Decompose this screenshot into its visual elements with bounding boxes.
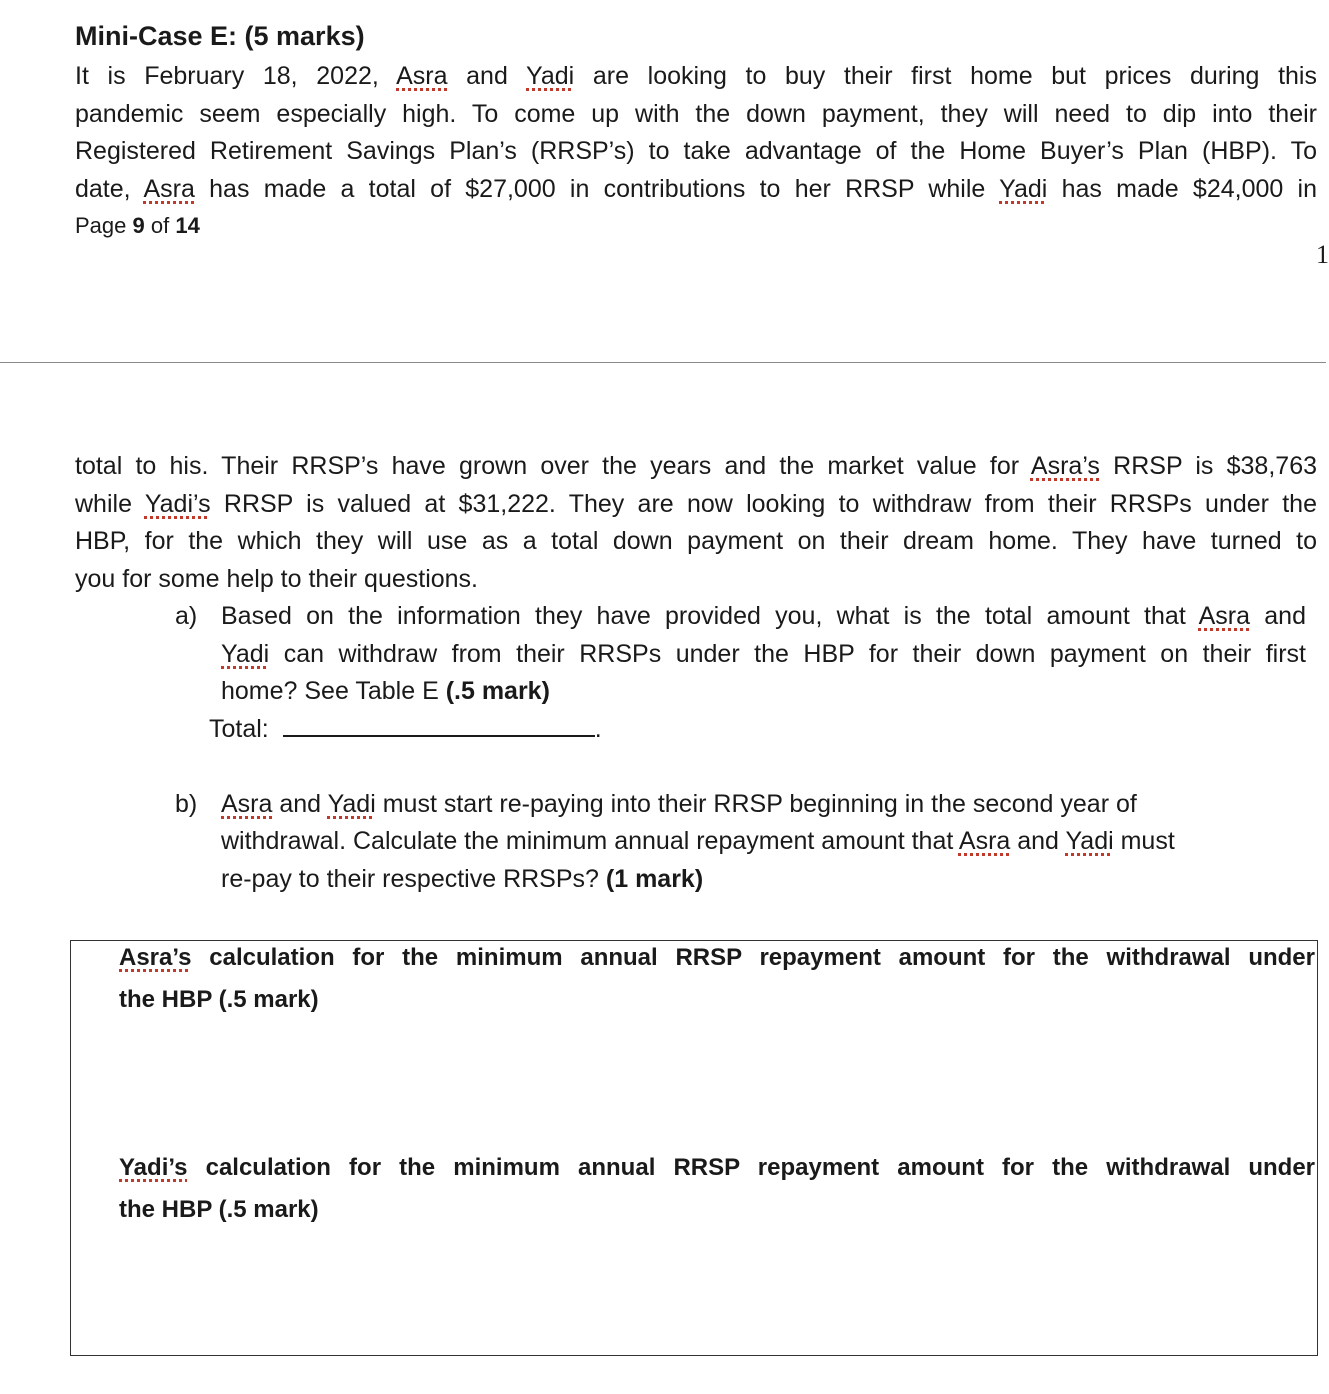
name-asras: Asra’s xyxy=(119,944,192,971)
name-yadi: Yadi xyxy=(526,62,575,90)
name-asra: Asra xyxy=(958,827,1011,855)
paragraph-2-line-2: while Yadi’s RRSP is valued at $31,222. They are now looking to withdraw from their RRSPs under the xyxy=(75,490,1317,518)
question-a-line-2: Yadi can withdraw from their RRSPs under the HBP for their down payment on their first xyxy=(221,640,1306,668)
paragraph-1-line-4: date, Asra has made a total of $27,000 in contributions to her RRSP while Yadi has made $24,000 in xyxy=(75,175,1318,203)
total-label: Total: xyxy=(209,715,269,743)
paragraph-2-line-4: you for some help to their questions. xyxy=(75,565,479,593)
question-b-marker: b) xyxy=(175,790,198,818)
name-asra: Asra xyxy=(143,175,195,203)
question-b-line-3: re-pay to their respective RRSPs? (1 mark) xyxy=(221,865,704,893)
paragraph-1-line-3: Registered Retirement Savings Plan’s (RRSP’s) to take advantage of the Home Buyer’s Plan (HBP). To xyxy=(75,137,1317,165)
total-answer-row: Total: . xyxy=(209,715,602,743)
yadi-calculation-heading: Yadi’s calculation for the minimum annual RRSP repayment amount for the withdrawal under xyxy=(119,1154,1316,1181)
name-yadis: Yadi’s xyxy=(144,490,211,518)
paragraph-2-line-3: HBP, for the which they will use as a total down payment on their dream home. They have turned to xyxy=(75,527,1317,555)
marks-label: (1 mark) xyxy=(605,865,704,893)
name-yadi: Yadi xyxy=(327,790,376,818)
name-asra: Asra xyxy=(1198,602,1251,630)
name-yadi: Yadi xyxy=(221,640,270,668)
question-b-line-2: withdrawal. Calculate the minimum annual repayment amount that Asra and Yadi must xyxy=(221,827,1175,855)
marks-label: (.5 mark) xyxy=(445,677,550,705)
name-yadi: Yadi xyxy=(1065,827,1114,855)
question-a-marker: a) xyxy=(175,602,198,630)
paragraph-1-line-1: It is February 18, 2022, Asra and Yadi are looking to buy their first home but prices during this xyxy=(75,62,1317,90)
total-answer-blank[interactable] xyxy=(283,713,595,737)
paragraph-2-line-1: total to his. Their RRSP’s have grown over the years and the market value for Asra’s RRSP is $38,763 xyxy=(75,452,1317,480)
page-number: Page 9 of 14 xyxy=(75,213,200,238)
name-asras: Asra’s xyxy=(1030,452,1100,480)
name-yadis: Yadi’s xyxy=(119,1154,188,1181)
name-asra: Asra xyxy=(396,62,448,90)
asra-calculation-heading: Asra’s calculation for the minimum annual RRSP repayment amount for the withdrawal under xyxy=(119,944,1315,971)
case-title: Mini-Case E: (5 marks) xyxy=(75,21,365,51)
question-a-line-1: Based on the information they have provided you, what is the total amount that Asra and xyxy=(221,602,1306,630)
name-asra: Asra xyxy=(221,790,273,818)
question-a-line-3: home? See Table E (.5 mark) xyxy=(221,677,550,705)
asra-calculation-heading-2: the HBP (.5 mark) xyxy=(119,986,319,1013)
yadi-calculation-heading-2: the HBP (.5 mark) xyxy=(119,1196,319,1223)
name-yadi: Yadi xyxy=(999,175,1048,203)
page-break-divider xyxy=(0,362,1326,363)
clipped-edge-text: 1 xyxy=(1316,240,1329,269)
paragraph-1-line-2: pandemic seem especially high. To come up with the down payment, they will need to dip into their xyxy=(75,100,1317,128)
question-b-line-1: Asra and Yadi must start re-paying into their RRSP beginning in the second year of xyxy=(221,790,1137,818)
